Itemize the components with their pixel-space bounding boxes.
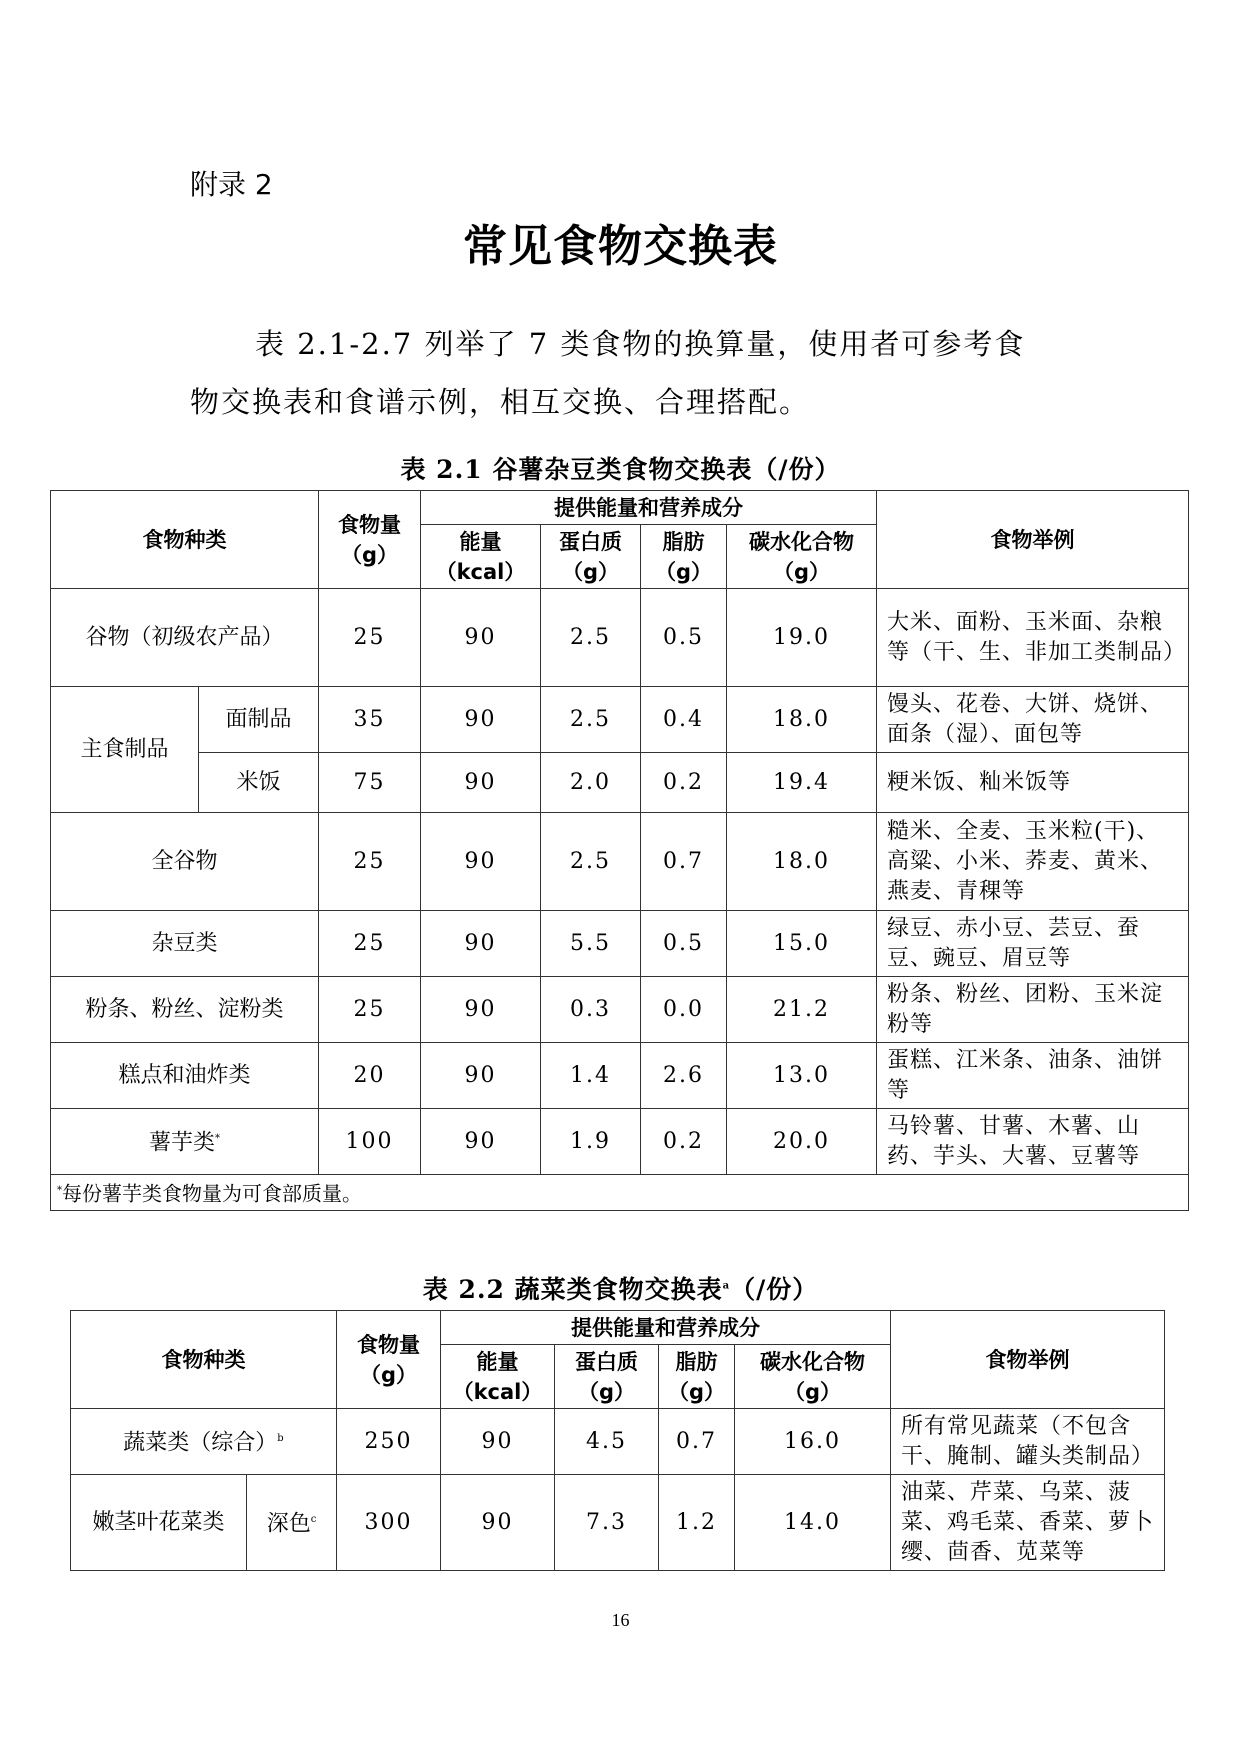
header-energy-line1: 能量	[459, 529, 502, 554]
header-nutrients: 提供能量和营养成分	[421, 491, 877, 525]
header-energy-line2: （kcal）	[452, 1379, 543, 1404]
cell-category: 嫩茎叶花菜类	[71, 1475, 247, 1571]
cell-subcategory: 面制品	[199, 687, 319, 753]
header-energy-line1: 能量	[476, 1349, 519, 1374]
cell-carb: 13.0	[727, 1043, 877, 1109]
cell-protein: 0.3	[541, 977, 641, 1043]
cell-energy: 90	[421, 911, 541, 977]
cell-energy: 90	[421, 977, 541, 1043]
header-carb	[735, 1345, 891, 1409]
cell-amount: 25	[319, 589, 421, 687]
cell-examples: 马铃薯、甘薯、木薯、山药、芋头、大薯、豆薯等	[877, 1109, 1189, 1175]
cell-fat: 0.5	[641, 589, 727, 687]
header-examples: 食物举例	[877, 491, 1189, 589]
table-row	[51, 753, 1189, 813]
cell-protein: 2.0	[541, 753, 641, 813]
cell-category: 谷物（初级农产品）	[51, 589, 319, 687]
cell-protein: 2.5	[541, 589, 641, 687]
header-amount-line2: （g）	[359, 1362, 418, 1387]
cell-carb: 18.0	[727, 813, 877, 911]
cell-fat: 1.2	[659, 1475, 735, 1571]
header-amount-line1: 食物量	[357, 1332, 420, 1357]
cell-amount: 20	[319, 1043, 421, 1109]
header-examples: 食物举例	[891, 1311, 1165, 1409]
cell-examples: 绿豆、赤小豆、芸豆、蚕豆、豌豆、眉豆等	[877, 911, 1189, 977]
footnote-text: 每份薯芋类食物量为可食部质量。	[62, 1181, 362, 1206]
footnote-mark: *	[57, 1185, 62, 1197]
cell-protein: 1.4	[541, 1043, 641, 1109]
header-carb-line1: 碳水化合物	[760, 1349, 865, 1374]
cell-carb: 16.0	[735, 1409, 891, 1475]
cell-energy: 90	[441, 1475, 555, 1571]
header-energy-line2: （kcal）	[435, 559, 526, 584]
header-fat	[659, 1345, 735, 1409]
header-carb-line2: （g）	[772, 559, 831, 584]
cell-examples: 蛋糕、江米条、油条、油饼等	[877, 1043, 1189, 1109]
table-row	[51, 1109, 1189, 1175]
header-energy	[441, 1345, 555, 1409]
header-fat-line1: 脂肪	[662, 529, 705, 554]
header-protein-line2: （g）	[561, 559, 620, 584]
header-amount	[319, 491, 421, 589]
cell-fat: 0.7	[659, 1409, 735, 1475]
footnote-mark: c	[310, 1514, 317, 1526]
cell-subcategory	[247, 1475, 337, 1571]
header-energy	[421, 525, 541, 589]
cell-energy: 90	[421, 1109, 541, 1175]
cell-category	[51, 1109, 319, 1175]
cell-examples: 粳米饭、籼米饭等	[877, 753, 1189, 813]
header-amount-line2: （g）	[340, 542, 399, 567]
cell-protein: 2.5	[541, 687, 641, 753]
table2-caption-text: 表 2.2 蔬菜类食物交换表	[422, 1275, 723, 1304]
header-fat-line2: （g）	[654, 559, 713, 584]
cell-examples: 馒头、花卷、大饼、烧饼、面条（湿）、面包等	[877, 687, 1189, 753]
table-row	[51, 911, 1189, 977]
cell-carb: 14.0	[735, 1475, 891, 1571]
table-row	[51, 589, 1189, 687]
cell-energy: 90	[421, 753, 541, 813]
cell-examples: 大米、面粉、玉米面、杂粮等（干、生、非加工类制品）	[877, 589, 1189, 687]
cell-examples: 所有常见蔬菜（不包含干、腌制、罐头类制品）	[891, 1409, 1165, 1475]
table1-grain-exchange	[50, 490, 1189, 1211]
header-fat-line2: （g）	[667, 1379, 726, 1404]
cell-energy: 90	[441, 1409, 555, 1475]
header-protein	[555, 1345, 659, 1409]
cell-amount: 75	[319, 753, 421, 813]
cell-energy: 90	[421, 813, 541, 911]
cell-category	[71, 1409, 337, 1475]
cell-category: 主食制品	[51, 687, 199, 813]
cell-subcategory: 米饭	[199, 753, 319, 813]
footnote-mark: b	[277, 1433, 284, 1445]
cell-protein: 4.5	[555, 1409, 659, 1475]
cell-fat: 0.5	[641, 911, 727, 977]
cell-amount: 250	[337, 1409, 441, 1475]
cell-amount: 300	[337, 1475, 441, 1571]
header-protein-line1: 蛋白质	[575, 1349, 638, 1374]
cell-protein: 1.9	[541, 1109, 641, 1175]
cell-category: 粉条、粉丝、淀粉类	[51, 977, 319, 1043]
appendix-label: 附录 2	[190, 168, 273, 201]
cell-fat: 0.0	[641, 977, 727, 1043]
cell-energy: 90	[421, 589, 541, 687]
table1-caption: 表 2.1 谷薯杂豆类食物交换表（/份）	[400, 455, 841, 484]
cell-amount: 100	[319, 1109, 421, 1175]
cell-fat: 2.6	[641, 1043, 727, 1109]
table-footnote-row	[51, 1175, 1189, 1211]
cell-category: 糕点和油炸类	[51, 1043, 319, 1109]
header-fat-line1: 脂肪	[675, 1349, 718, 1374]
caption-mark: a	[722, 1280, 731, 1292]
table-row	[71, 1475, 1165, 1571]
category-text: 薯芋类	[148, 1130, 215, 1156]
cell-energy: 90	[421, 1043, 541, 1109]
header-carb-line1: 碳水化合物	[749, 529, 854, 554]
cell-carb: 15.0	[727, 911, 877, 977]
cell-amount: 25	[319, 977, 421, 1043]
cell-carb: 21.2	[727, 977, 877, 1043]
cell-amount: 25	[319, 813, 421, 911]
cell-amount: 35	[319, 687, 421, 753]
category-text: 蔬菜类（综合）	[123, 1430, 278, 1456]
cell-category: 全谷物	[51, 813, 319, 911]
cell-examples: 糙米、全麦、玉米粒(干)、高粱、小米、荞麦、黄米、燕麦、青稞等	[877, 813, 1189, 911]
table-row	[71, 1409, 1165, 1475]
table2-caption	[0, 1270, 1241, 1306]
table1-footnote	[51, 1175, 1189, 1211]
cell-protein: 7.3	[555, 1475, 659, 1571]
table2-vegetable-exchange	[70, 1310, 1165, 1571]
header-category: 食物种类	[51, 491, 319, 589]
header-fat	[641, 525, 727, 589]
cell-fat: 0.2	[641, 1109, 727, 1175]
header-protein	[541, 525, 641, 589]
cell-carb: 18.0	[727, 687, 877, 753]
header-carb	[727, 525, 877, 589]
table-row	[51, 1043, 1189, 1109]
cell-protein: 2.5	[541, 813, 641, 911]
table-row	[51, 977, 1189, 1043]
cell-examples: 油菜、芹菜、乌菜、菠菜、鸡毛菜、香菜、萝卜缨、茴香、苋菜等	[891, 1475, 1165, 1571]
cell-examples: 粉条、粉丝、团粉、玉米淀粉等	[877, 977, 1189, 1043]
cell-carb: 20.0	[727, 1109, 877, 1175]
header-protein-line1: 蛋白质	[559, 529, 622, 554]
intro-line-2: 物交换表和食谱示例，相互交换、合理搭配。	[190, 385, 811, 419]
intro-line-1: 表 2.1-2.7 列举了 7 类食物的换算量，使用者可参考食	[255, 327, 1026, 361]
header-carb-line2: （g）	[783, 1379, 842, 1404]
header-nutrients: 提供能量和营养成分	[441, 1311, 891, 1345]
page-title: 常见食物交换表	[463, 221, 778, 272]
cell-fat: 0.4	[641, 687, 727, 753]
header-category: 食物种类	[71, 1311, 337, 1409]
cell-energy: 90	[421, 687, 541, 753]
table2-caption-suffix: （/份）	[730, 1275, 819, 1304]
page-number: 16	[611, 1610, 630, 1630]
table-row	[51, 813, 1189, 911]
cell-fat: 0.2	[641, 753, 727, 813]
header-protein-line2: （g）	[577, 1379, 636, 1404]
header-amount-line1: 食物量	[338, 512, 401, 537]
cell-fat: 0.7	[641, 813, 727, 911]
cell-protein: 5.5	[541, 911, 641, 977]
cell-carb: 19.4	[727, 753, 877, 813]
footnote-mark: *	[215, 1133, 220, 1145]
cell-carb: 19.0	[727, 589, 877, 687]
header-amount	[337, 1311, 441, 1409]
cell-category: 杂豆类	[51, 911, 319, 977]
table-row	[51, 687, 1189, 753]
subcategory-text: 深色	[266, 1511, 311, 1537]
cell-amount: 25	[319, 911, 421, 977]
